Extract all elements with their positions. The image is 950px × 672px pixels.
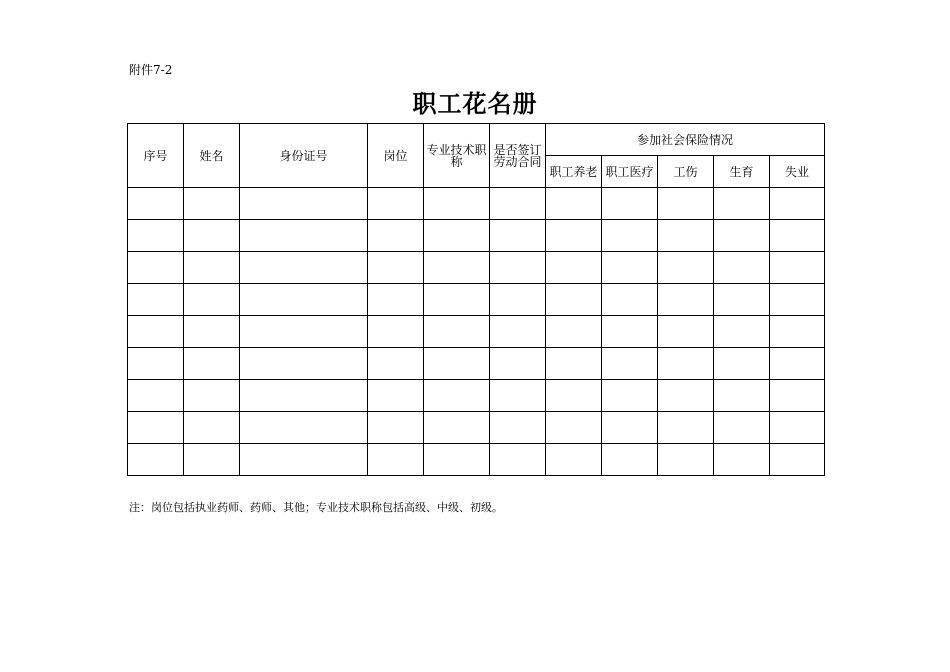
table-cell[interactable] <box>368 188 424 220</box>
table-cell[interactable] <box>184 444 240 476</box>
table-cell[interactable] <box>658 444 714 476</box>
header-labor-contract-line2: 劳动合同 <box>493 154 542 169</box>
table-cell[interactable] <box>240 284 368 316</box>
table-cell[interactable] <box>368 380 424 412</box>
attachment-label: 附件7-2 <box>129 63 173 77</box>
table-cell[interactable] <box>770 284 825 316</box>
table-cell[interactable] <box>658 412 714 444</box>
table-cell[interactable] <box>240 220 368 252</box>
table-cell[interactable] <box>490 252 546 284</box>
employee-roster-table <box>127 123 825 476</box>
header-id-number: 身份证号 <box>240 124 368 188</box>
table-cell[interactable] <box>770 444 825 476</box>
header-position: 岗位 <box>368 124 424 188</box>
table-cell[interactable] <box>424 252 490 284</box>
header-name: 姓名 <box>184 124 240 188</box>
table-cell[interactable] <box>240 412 368 444</box>
table-cell[interactable] <box>490 412 546 444</box>
table-cell[interactable] <box>490 220 546 252</box>
table-cell[interactable] <box>368 316 424 348</box>
table-cell[interactable] <box>546 188 602 220</box>
table-cell[interactable] <box>602 412 658 444</box>
table-cell[interactable] <box>128 316 184 348</box>
table-cell[interactable] <box>128 220 184 252</box>
header-professional-title <box>424 124 490 188</box>
table-cell[interactable] <box>128 380 184 412</box>
footnote: 注：岗位包括执业药师、药师、其他；专业技术职称包括高级、中级、初级。 <box>129 501 503 514</box>
table-row <box>128 348 825 380</box>
table-row <box>128 412 825 444</box>
header-professional-title-line2: 称 <box>450 154 463 169</box>
table-cell[interactable] <box>714 412 770 444</box>
table-cell[interactable] <box>128 252 184 284</box>
table-cell[interactable] <box>128 348 184 380</box>
table-cell[interactable] <box>240 380 368 412</box>
table-cell[interactable] <box>714 380 770 412</box>
table-cell[interactable] <box>424 188 490 220</box>
header-row-1 <box>128 124 825 156</box>
header-injury: 工伤 <box>658 156 714 188</box>
table-cell[interactable] <box>770 252 825 284</box>
page-title: 职工花名册 <box>412 89 538 118</box>
table-cell[interactable] <box>424 284 490 316</box>
table-cell[interactable] <box>602 220 658 252</box>
table-cell[interactable] <box>490 284 546 316</box>
header-labor-contract-line1: 是否签订 <box>493 142 542 157</box>
table-cell[interactable] <box>602 188 658 220</box>
header-labor-contract <box>490 124 546 188</box>
table-cell[interactable] <box>602 284 658 316</box>
table-cell[interactable] <box>490 348 546 380</box>
table-cell[interactable] <box>546 380 602 412</box>
table-cell[interactable] <box>240 252 368 284</box>
table-row <box>128 220 825 252</box>
table-cell[interactable] <box>714 316 770 348</box>
table-row <box>128 188 825 220</box>
table-cell[interactable] <box>184 220 240 252</box>
table-cell[interactable] <box>658 348 714 380</box>
table-row <box>128 252 825 284</box>
table-cell[interactable] <box>658 188 714 220</box>
table-cell[interactable] <box>240 316 368 348</box>
table-cell[interactable] <box>184 252 240 284</box>
table-cell[interactable] <box>368 348 424 380</box>
table-cell[interactable] <box>546 316 602 348</box>
table-cell[interactable] <box>770 316 825 348</box>
table-cell[interactable] <box>546 348 602 380</box>
table-row <box>128 316 825 348</box>
table-cell[interactable] <box>714 348 770 380</box>
table-cell[interactable] <box>658 220 714 252</box>
table-cell[interactable] <box>714 284 770 316</box>
header-medical: 职工医疗 <box>602 156 658 188</box>
table-cell[interactable] <box>184 284 240 316</box>
table-cell[interactable] <box>602 444 658 476</box>
table-cell[interactable] <box>424 348 490 380</box>
table-cell[interactable] <box>240 444 368 476</box>
header-social-insurance: 参加社会保险情况 <box>546 124 825 156</box>
table-cell[interactable] <box>770 348 825 380</box>
header-seq: 序号 <box>128 124 184 188</box>
table-cell[interactable] <box>770 380 825 412</box>
header-maternity: 生育 <box>714 156 770 188</box>
table-cell[interactable] <box>658 284 714 316</box>
table-cell[interactable] <box>714 220 770 252</box>
roster-body <box>128 188 825 476</box>
header-unemployment: 失业 <box>770 156 825 188</box>
table-cell[interactable] <box>368 412 424 444</box>
table-cell[interactable] <box>368 284 424 316</box>
table-cell[interactable] <box>368 252 424 284</box>
table-cell[interactable] <box>546 252 602 284</box>
table-cell[interactable] <box>490 380 546 412</box>
table-cell[interactable] <box>184 412 240 444</box>
table-cell[interactable] <box>546 220 602 252</box>
table-cell[interactable] <box>546 412 602 444</box>
table-row <box>128 444 825 476</box>
table-cell[interactable] <box>184 348 240 380</box>
table-cell[interactable] <box>184 188 240 220</box>
table-cell[interactable] <box>128 284 184 316</box>
table-cell[interactable] <box>714 252 770 284</box>
table-cell[interactable] <box>546 444 602 476</box>
table-cell[interactable] <box>184 380 240 412</box>
table-cell[interactable] <box>658 316 714 348</box>
table-cell[interactable] <box>240 188 368 220</box>
table-row <box>128 380 825 412</box>
table-cell[interactable] <box>128 444 184 476</box>
table-cell[interactable] <box>602 348 658 380</box>
table-cell[interactable] <box>424 316 490 348</box>
table-cell[interactable] <box>368 444 424 476</box>
table-cell[interactable] <box>184 316 240 348</box>
table-cell[interactable] <box>546 284 602 316</box>
table-cell[interactable] <box>714 444 770 476</box>
table-cell[interactable] <box>770 220 825 252</box>
table-cell[interactable] <box>602 316 658 348</box>
table-cell[interactable] <box>602 252 658 284</box>
table-cell[interactable] <box>424 444 490 476</box>
table-cell[interactable] <box>424 380 490 412</box>
table-cell[interactable] <box>658 252 714 284</box>
table-cell[interactable] <box>770 188 825 220</box>
table-cell[interactable] <box>714 188 770 220</box>
table-cell[interactable] <box>490 316 546 348</box>
table-cell[interactable] <box>128 188 184 220</box>
table-cell[interactable] <box>602 380 658 412</box>
table-cell[interactable] <box>424 412 490 444</box>
table-cell[interactable] <box>490 188 546 220</box>
header-pension: 职工养老 <box>546 156 602 188</box>
table-cell[interactable] <box>128 412 184 444</box>
header-professional-title-line1: 专业技术职 <box>426 142 487 157</box>
table-cell[interactable] <box>368 220 424 252</box>
table-cell[interactable] <box>240 348 368 380</box>
table-cell[interactable] <box>490 444 546 476</box>
table-row <box>128 284 825 316</box>
table-cell[interactable] <box>658 380 714 412</box>
table-cell[interactable] <box>424 220 490 252</box>
table-cell[interactable] <box>770 412 825 444</box>
